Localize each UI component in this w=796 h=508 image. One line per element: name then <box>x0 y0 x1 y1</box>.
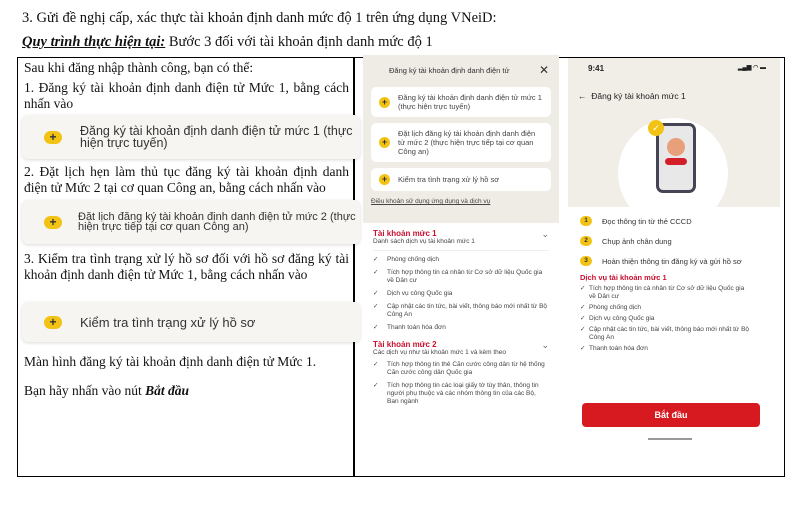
check-icon: ✓ <box>373 256 379 263</box>
chevron-down-icon: ⌄ <box>541 340 549 350</box>
plus-icon: + <box>44 216 62 229</box>
step-label: Chụp ảnh chân dung <box>602 236 672 246</box>
start-button[interactable]: Bắt đầu <box>582 403 760 427</box>
check-icon: ✓ <box>373 269 379 276</box>
press-start-text <box>24 383 349 399</box>
card-label: Đăng ký tài khoản định danh điện tử mức 1 (thực hiện trực tuyến) <box>80 124 353 150</box>
status-time: 9:41 <box>588 64 605 73</box>
service-item: Dịch vụ công Quốc gia <box>589 315 655 322</box>
register-screenshot <box>568 58 780 446</box>
plus-icon: + <box>44 316 62 329</box>
level1-title: Tài khoản mức 1 <box>373 229 437 238</box>
step-label: Đọc thông tin từ thẻ CCCD <box>602 216 692 226</box>
check-icon: ✓ <box>373 290 379 297</box>
card-label: Đặt lịch đăng ký tài khoản định danh điện tử mức 2 (thực hiện trực tiếp tại cơ quan Công an) <box>78 211 356 233</box>
start-emphasis: Bắt đầu <box>145 383 189 398</box>
menu-option[interactable] <box>371 87 551 117</box>
plus-icon: + <box>379 97 390 108</box>
procedure-label: Quy trình thực hiện tại: <box>22 34 166 50</box>
step3-text: 3. Kiểm tra tình trạng xử lý hồ sơ đối với hồ sơ đăng ký tài khoản định danh điện tử Mức 1, bằng cách nhấn vào <box>24 251 349 282</box>
service-item: Tích hợp thông tin cá nhân từ Cơ sở dữ liệu Quốc gia về Dân cư <box>589 285 745 300</box>
status-icons: ▂▄▆ ◠ ▬ <box>737 65 766 71</box>
service-item: Tích hợp thông tin các loại giấy tờ tùy thân, thông tin người phụ thuộc và các nhóm thông tin của các Bộ, Ban ngành <box>387 382 539 405</box>
terms-link[interactable]: Điều khoản sử dụng ứng dụng và dịch vụ <box>371 198 491 205</box>
procedure-text: Bước 3 đối với tài khoản định danh mức độ 1 <box>165 34 433 50</box>
register-level1-card[interactable] <box>22 115 360 159</box>
step2-text: 2. Đặt lịch hẹn làm thủ tục đăng ký tài khoản định danh điện tử Mức 2 tại cơ quan Công an, bằng cách nhấn vào <box>24 164 349 195</box>
screen-title: Đăng ký tài khoản mức 1 <box>591 91 686 101</box>
card-label: Kiểm tra tình trạng xử lý hồ sơ <box>80 314 256 330</box>
schedule-level2-card[interactable] <box>22 200 360 244</box>
service-item: Phòng chống dịch <box>387 256 440 263</box>
intro-text: Sau khi đăng nhập thành công, bạn có thể: <box>24 60 254 75</box>
press-text: Bạn hãy nhấn vào nút <box>24 383 146 398</box>
check-icon: ✓ <box>580 304 586 311</box>
option-label: Kiểm tra tình trạng xử lý hồ sơ <box>398 175 500 184</box>
service-item: Cập nhật các tin tức, bài viết, thông báo mới nhất từ Bộ Công An <box>589 326 750 341</box>
level2-header[interactable] <box>373 340 549 356</box>
service-item: Cập nhật các tin tức, bài viết, thông báo mới nhất từ Bộ Công An <box>387 303 548 318</box>
plus-icon: + <box>379 137 390 148</box>
home-indicator <box>648 438 692 440</box>
step-item <box>580 256 780 266</box>
step-item <box>580 216 780 226</box>
service-item: Tích hợp thông tin cá nhân từ Cơ sở dữ liệu Quốc gia về Dân cư <box>387 269 543 284</box>
level1-header[interactable] <box>373 229 549 251</box>
services-title: Dịch vụ tài khoản mức 1 <box>580 273 667 282</box>
level2-sub: Các dịch vụ như tài khoản mức 1 và kèm theo <box>373 349 506 356</box>
level2-title: Tài khoản mức 2 <box>373 340 437 349</box>
service-item: Tích hợp thông tin thẻ Căn cước công dân từ hệ thống Căn cước công dân Quốc gia <box>387 361 545 376</box>
back-arrow-icon[interactable]: ← <box>578 91 587 101</box>
check-icon: ✓ <box>580 315 586 322</box>
plus-icon: + <box>44 131 62 144</box>
check-status-card[interactable] <box>22 302 360 342</box>
step-number: 1 <box>580 216 592 226</box>
menu-title: Đăng ký tài khoản định danh điện tử <box>389 65 510 75</box>
plus-icon: + <box>379 174 390 185</box>
service-item: Thanh toán hóa đơn <box>589 345 648 352</box>
check-icon: ✓ <box>373 382 379 389</box>
check-icon: ✓ <box>580 326 586 333</box>
menu-option[interactable] <box>371 168 551 191</box>
service-item: Phòng chống dịch <box>589 304 642 311</box>
menu-option[interactable] <box>371 123 551 162</box>
level1-sub: Danh sách dịch vụ tài khoản mức 1 <box>373 238 475 245</box>
screen-header <box>568 73 780 101</box>
section-heading: 3. Gửi đề nghị cấp, xác thực tài khoản định danh mức độ 1 trên ứng dụng VNeiD: <box>22 10 497 26</box>
service-item: Dịch vụ công Quốc gia <box>387 290 453 297</box>
step-label: Hoàn thiện thông tin đăng ký và gửi hồ sơ <box>602 256 742 266</box>
step1-text: 1. Đăng ký tài khoản định danh điện tử Mức 1, bằng cách nhấn vào <box>24 80 349 111</box>
check-icon: ✓ <box>580 345 586 352</box>
close-icon[interactable]: ✕ <box>538 63 549 77</box>
procedure-line <box>22 34 433 51</box>
check-icon: ✓ <box>373 324 379 331</box>
step-number: 2 <box>580 236 592 246</box>
menu-screenshot <box>363 55 559 445</box>
option-label: Đăng ký tài khoản định danh điện tử mức 1 (thực hiện trực tuyến) <box>398 93 542 111</box>
step-item <box>580 236 780 246</box>
check-icon: ✓ <box>373 303 379 310</box>
check-badge-icon: ✓ <box>648 120 664 136</box>
service-item: Thanh toán hóa đơn <box>387 324 446 331</box>
option-label: Đặt lịch đăng ký tài khoản định danh điện tử mức 2 (thực hiện trực tiếp tại cơ quan Công an) <box>398 129 536 156</box>
check-icon: ✓ <box>580 285 586 292</box>
screen-desc: Màn hình đăng ký tài khoản định danh điện tử Mức 1. <box>24 354 317 369</box>
phone-illustration <box>656 123 696 193</box>
check-icon: ✓ <box>373 361 379 368</box>
step-number: 3 <box>580 256 592 266</box>
chevron-down-icon: ⌄ <box>541 229 549 239</box>
